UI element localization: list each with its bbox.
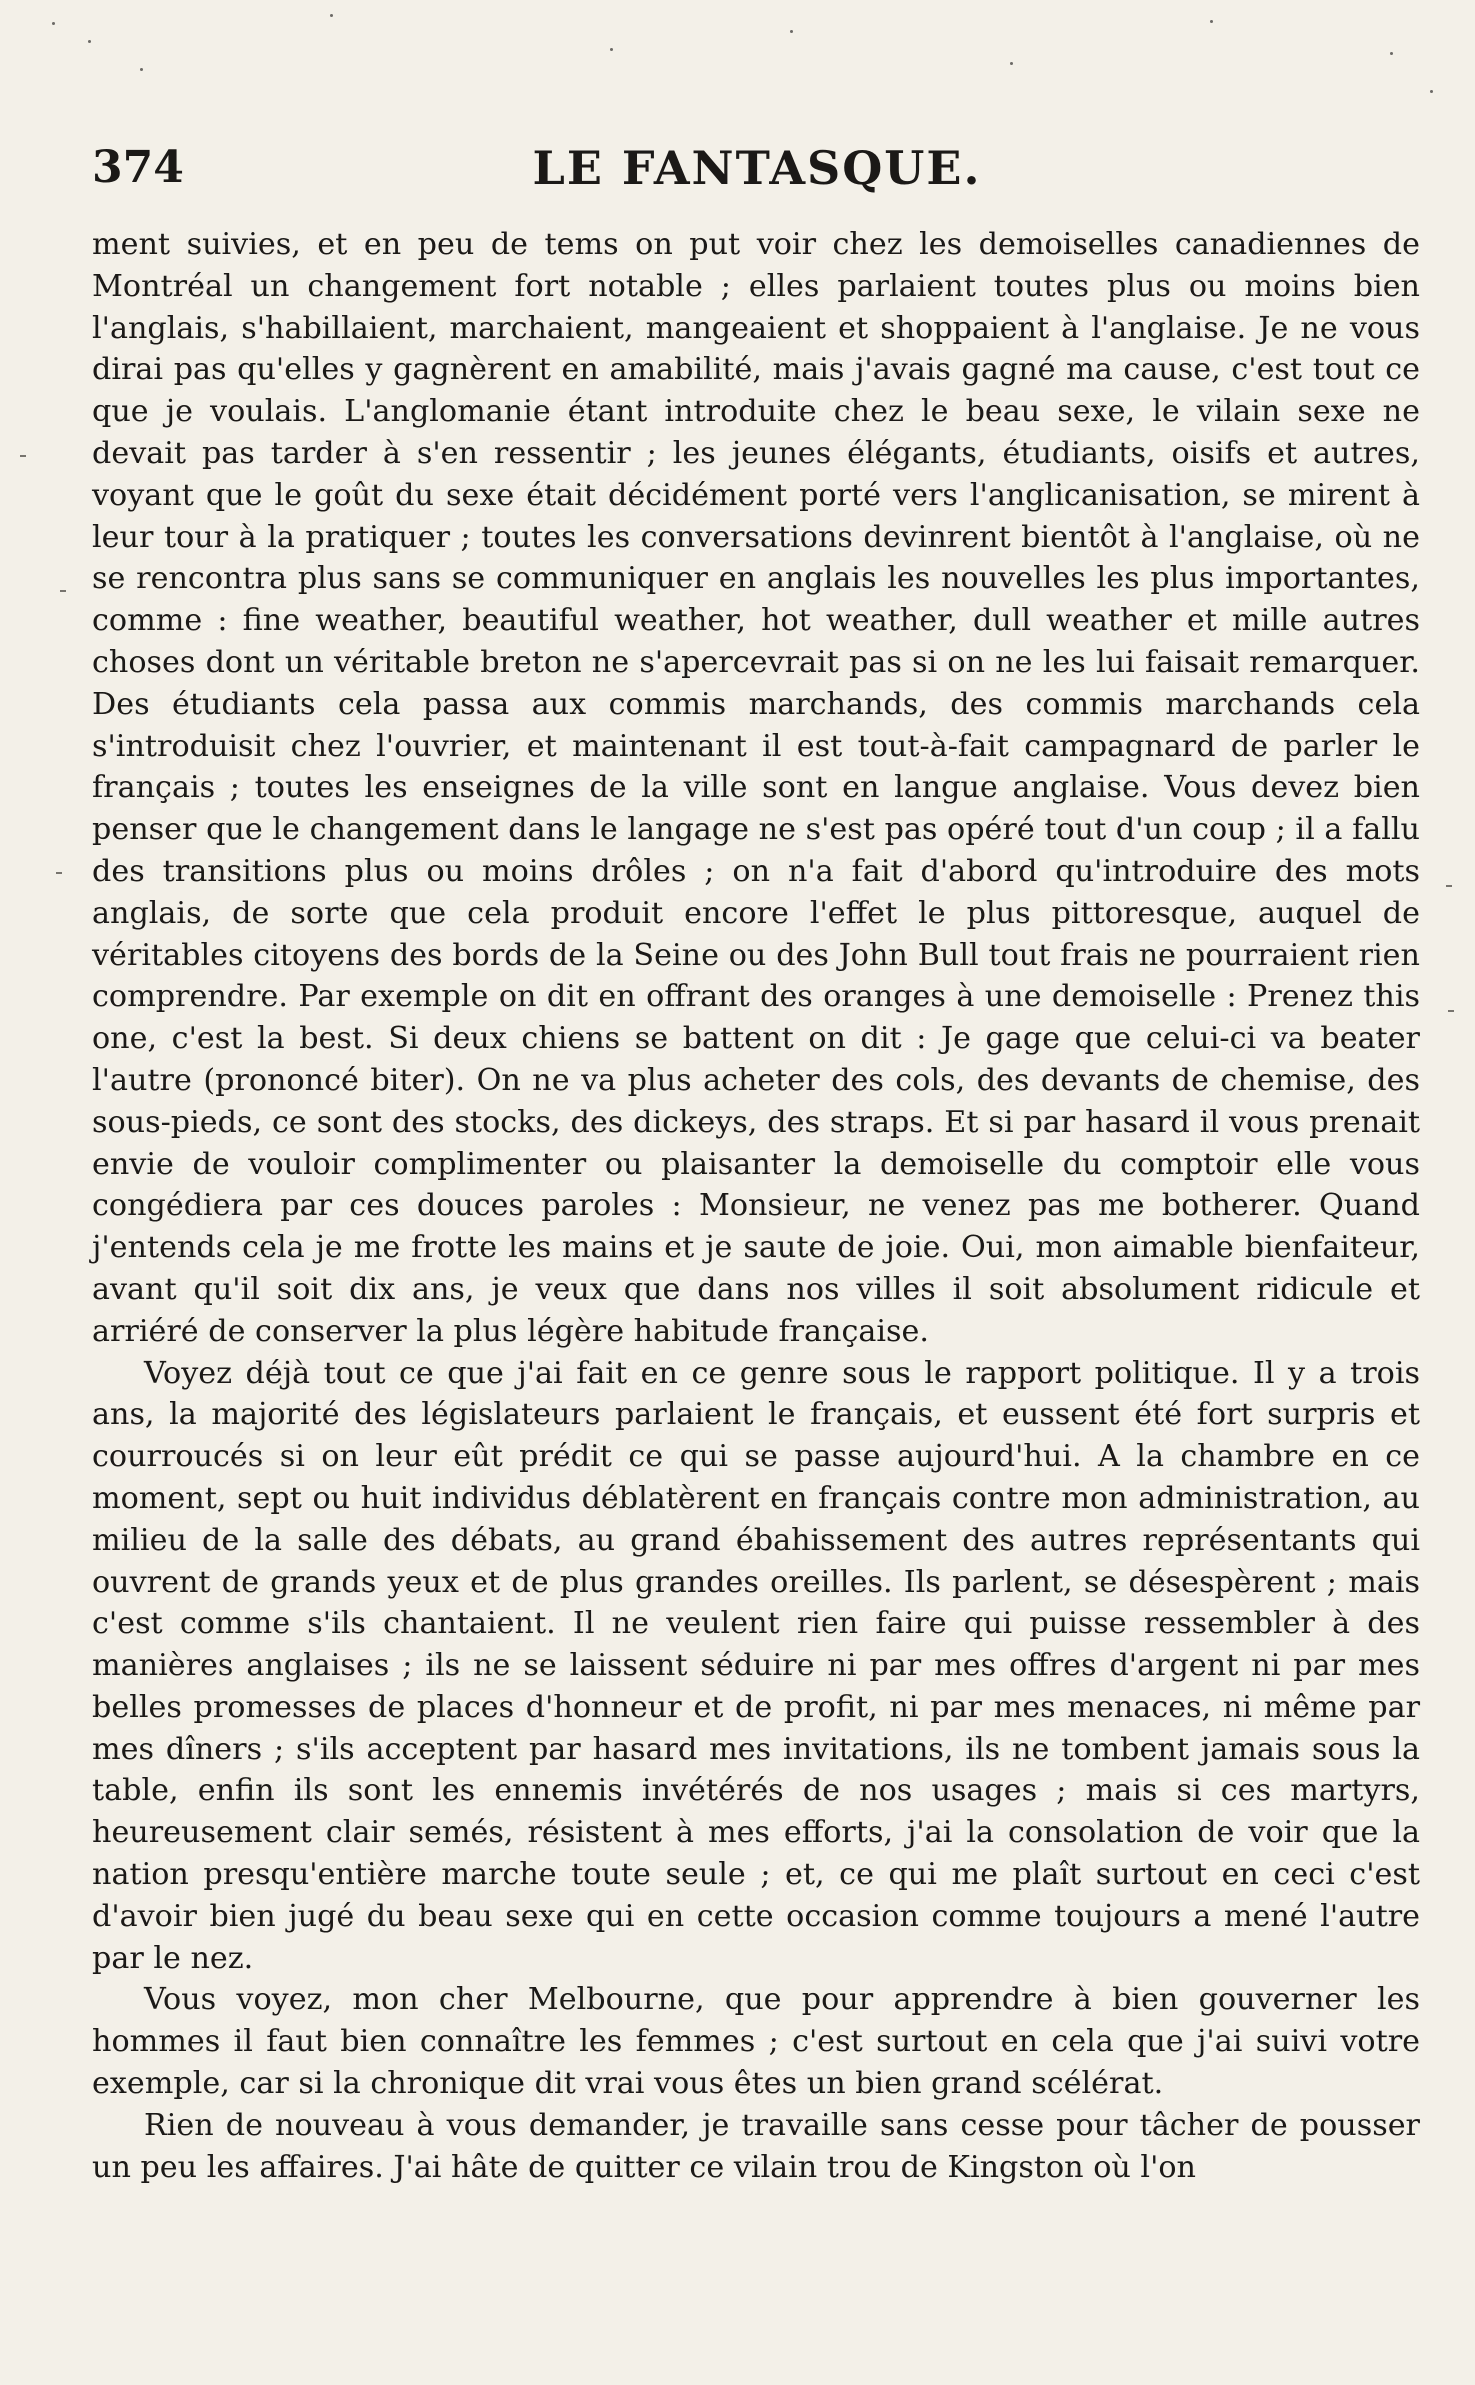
- page-number: 374: [92, 142, 184, 193]
- scan-mark: [1446, 885, 1452, 887]
- page-header: [92, 138, 1422, 198]
- paragraph: Vous voyez, mon cher Melbourne, que pour apprendre à bien gouverner les hommes il faut bien connaître les femmes ; c'est surtout en cela que j'ai suivi votre exemple, car si la chronique dit vrai vous êtes un bien grand scélérat.: [92, 1982, 1420, 2102]
- body-text: [92, 224, 1420, 2188]
- paragraph: Voyez déjà tout ce que j'ai fait en ce genre sous le rapport politique. Il y a trois ans, la majorité des législateurs parlaient le français, et eussent été fort surpris et courroucés si on leur eût prédit ce qui se passe aujourd'hui. A la chambre en ce moment, sept ou huit individus déblatèrent en français contre mon administration, au milieu de la salle des débats, au grand ébahissement des autres représentants qui ouvrent de grands yeux et de plus grandes oreilles. Ils parlent, se désespèrent ; mais c'est comme s'ils chantaient. Il ne veulent rien faire qui puisse ressembler à des manières anglaises ; ils ne se laissent séduire ni par mes offres d'argent ni par mes belles promesses de places d'honneur et de profit, ni par mes menaces, ni même par mes dîners ; s'ils acceptent par hasard mes invitations, ils ne tombent jamais sous la table, enfin ils sont les ennemis invétérés de nos usages ; mais si ces martyrs, heureusement clair semés, résistent à mes efforts, j'ai la consolation de voir que la nation presqu'entière marche toute seule ; et, ce qui me plaît surtout en ceci c'est d'avoir bien jugé du beau sexe qui en cette occasion comme toujours a mené l'autre par le nez.: [92, 1355, 1420, 1976]
- scan-speckles: [0, 0, 1475, 120]
- scan-mark: [20, 455, 26, 457]
- running-title: LE FANTASQUE.: [532, 141, 982, 195]
- scan-mark: [1448, 1010, 1454, 1012]
- paragraph: Rien de nouveau à vous demander, je travaille sans cesse pour tâcher de pousser un peu les affaires. J'ai hâte de quitter ce vilain trou de Kingston où l'on: [92, 2107, 1420, 2185]
- scan-mark: [60, 590, 66, 592]
- scan-mark: [56, 872, 62, 874]
- paragraph: ment suivies, et en peu de tems on put voir chez les demoiselles canadiennes de Montréal un changement fort notable ; elles parlaient toutes plus ou moins bien l'anglais, s'habillaient, marchaient, mangeaient et shoppaient à l'anglaise. Je ne vous dirai pas qu'elles y gagnèrent en amabilité, mais j'avais gagné ma cause, c'est tout ce que je voulais. L'anglomanie étant introduite chez le beau sexe, le vilain sexe ne devait pas tarder à s'en ressentir ; les jeunes élégants, étudiants, oisifs et autres, voyant que le goût du sexe était décidément porté vers l'anglicanisation, se mirent à leur tour à la pratiquer ; toutes les conversations devinrent bientôt à l'anglaise, où ne se rencontra plus sans se communiquer en anglais les nouvelles les plus importantes, comme : fine weather, beautiful weather, hot weather, dull weather et mille autres choses dont un véritable breton ne s'apercevrait pas si on ne les lui faisait remarquer. Des étudiants cela passa aux commis marchands, des commis marchands cela s'introduisit chez l'ouvrier, et maintenant il est tout-à-fait campagnard de parler le français ; toutes les enseignes de la ville sont en langue anglaise. Vous devez bien penser que le changement dans le langage ne s'est pas opéré tout d'un coup ; il a fallu des transitions plus ou moins drôles ; on n'a fait d'abord qu'introduire des mots anglais, de sorte que cela produit encore l'effet le plus pittoresque, auquel de véritables citoyens des bords de la Seine ou des John Bull tout frais ne pourraient rien comprendre. Par exemple on dit en offrant des oranges à une demoiselle : Prenez this one, c'est la best. Si deux chiens se battent on dit : Je gage que celui-ci va beater l'autre (prononcé biter). On ne va plus acheter des cols, des devants de chemise, des sous-pieds, ce sont des stocks, des dickeys, des straps. Et si par hasard il vous prenait envie de vouloir complimenter ou plaisanter la demoiselle du comptoir elle vous congédiera par ces douces paroles : Monsieur, ne venez pas me botherer. Quand j'entends cela je me frotte les mains et je saute de joie. Oui, mon aimable bienfaiteur, avant qu'il soit dix ans, je veux que dans nos villes il soit absolument ridicule et arriéré de conserver la plus légère habitude française.: [92, 227, 1420, 1349]
